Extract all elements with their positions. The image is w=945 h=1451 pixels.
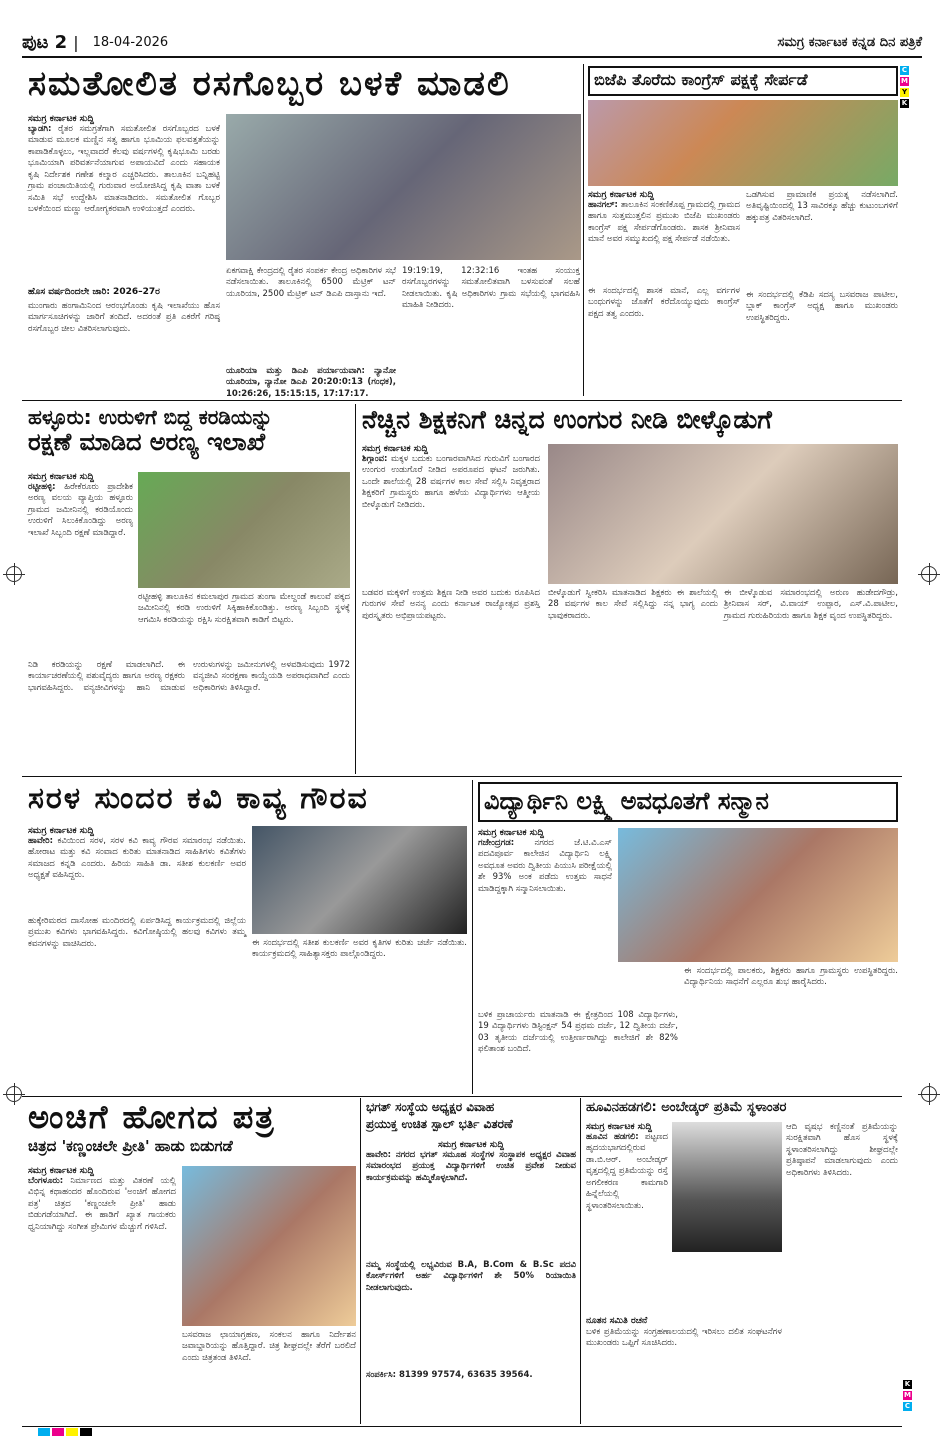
byline: ಸಮಗ್ರ ಕರ್ನಾಟಕ ಸುದ್ದಿ [478,828,544,838]
photo-student-honor [618,828,898,962]
byline: ಸಮಗ್ರ ಕರ್ನಾಟಕ ಸುದ್ದಿ [28,472,94,482]
headline-bear-rescue-line2: ರಕ್ಷಣೆ ಮಾಡಿದ ಅರಣ್ಯ ಇಲಾಖೆ [28,428,266,456]
article-teacher-farewell [362,406,902,435]
article-student-col1: ಸಮಗ್ರ ಕರ್ನಾಟಕ ಸುದ್ದಿ ಗಜೇಂದ್ರಗಡ: ನಗರದ ಜೆ.ಟಿ.ವಿ.ಎಸ್ ಪದವಿಪೂರ್ವ ಕಾಲೇಜಿನ ವಿದ್ಯಾರ್ಥಿನಿ ಲಕ್ಷ್ಮಿ ಅವಧೂತ ಅವರು ದ್ವಿತೀಯ ಪಿಯುಸಿ ಪರೀಕ್ಷೆಯಲ್ಲಿ ಶೇ 93% ಅಂಕ ಪಡೆದು ಉತ್ತಮ ಸಾಧನೆ ಮಾಡಿದ್ದಕ್ಕಾಗಿ ಸನ್ಮಾನಿಸಲಾಯಿತು. [478,828,612,894]
article-body: ಹಿರೇಕೆರೂರು ಪ್ರಾದೇಶಿಕ ಅರಣ್ಯ ವಲಯ ವ್ಯಾಪ್ತಿಯ ಹಳ್ಳೂರು ಗ್ರಾಮದ ಜಮೀನಿನಲ್ಲಿ ಕರಡಿಯೊಂದು ಉರುಳಿಗೆ ಸಿಲುಕಿಕೊಂಡಿದ್ದು ಅರಣ್ಯ ಇಲಾಖೆ ಸಿಬ್ಬಂದಿ ರಕ್ಷಣೆ ಮಾಡಿದ್ದಾರೆ. [28,482,134,538]
article-poetry-col1: ಸಮಗ್ರ ಕರ್ನಾಟಕ ಸುದ್ದಿ ಹಾವೇರಿ: ಕವಿಯಿಂದ ಸರಳ, ಸರಳ ಕವಿ ಕಾವ್ಯ ಗೌರವ ಸಮಾರಂಭ ನಡೆಯಿತು. ಹೋರಾಟ ಮತ್ತು ಕವಿ ಸಂವಾದ ಕುರಿತು ಮಾತನಾಡಿದ ಸಾಹಿತಿಗಳು ಕವಿತೆಗಳು ಸಮಾಜದ ಕನ್ನಡಿ ಎಂದರು. ಹಿರಿಯ ಸಾಹಿತಿ ಡಾ. ಸತೀಶ ಕುಲಕರ್ಣಿ ಅವರ ಅಧ್ಯಕ್ಷತೆ ವಹಿಸಿದ್ದರು. ಹುಕ್ಕೇರಿಮಠದ ದಾಸೋಹ ಮಂದಿರದಲ್ಲಿ ಏರ್ಪಡಿಸಿದ್ದ ಕಾರ್ಯಕ್ರಮದಲ್ಲಿ ಜಿಲ್ಲೆಯ ಪ್ರಮುಖ ಕವಿಗಳು ಭಾಗವಹಿಸಿದ್ದರು. ಕವಿಗೋಷ್ಠಿಯಲ್ಲಿ ಹಲವು ಕವಿಗಳು ತಮ್ಮ ಕವನಗಳನ್ನು ವಾಚಿಸಿದರು. [28,826,246,1092]
article-congress-headline-box [588,66,898,96]
article-body: ನಿರ್ಮಾಣದ ಮತ್ತು ವಿತರಣೆ ಯಲ್ಲಿ ವಿಭಿನ್ನ ಕಥಾಹಂದರ ಹೊಂದಿರುವ 'ಅಂಚಿಗೆ ಹೋಗದ ಪತ್ರ' ಚಿತ್ರದ 'ಕಣ್ಣಂಚಲೇ ಪ್ರೀತಿ' ಹಾಡು ಬಿಡುಗಡೆಯಾಗಿದೆ. ಈ ಹಾಡಿಗೆ ಖ್ಯಾತ ಗಾಯಕರು ಧ್ವನಿಯಾಗಿದ್ದು ಸಂಗೀತ ಪ್ರೇಮಿಗಳ ಮೆಚ್ಚುಗೆ ಗಳಿಸಿದೆ. [28,1176,177,1232]
registration-mark-left-2 [6,1086,22,1102]
article-body: ರೈತರ ಸಮಗ್ರತೆಗಾಗಿ ಸಮತೋಲಿತ ರಸಗೊಬ್ಬರದ ಬಳಕೆ ಮಾಡುವ ಮೂಲಕ ಮಣ್ಣಿನ ಸತ್ವ ಹಾಗೂ ಭೂಮಿಯ ಫಲವತ್ತತೆಯನ್ನು ಕಾಪಾಡಿಕೊಳ್ಳಲು, ಇಲ್ಲವಾದರೆ ಕೆಲವು ವರ್ಷಗಳಲ್ಲಿ ಕೃಷಿಭೂಮಿ ಬರಡು ಭೂಮಿಯಾಗಿ ಪರಿವರ್ತನೆಯಾಗುವ ಅಪಾಯವಿದೆ ಎಂದು ಸಹಾಯಕ ಕೃಷಿ ನಿರ್ದೇಶಕ ಗಣೇಶ ಕಲ್ಮಾರ ಎಚ್ಚರಿಸಿದರು. ತಾಲೂಕಿನ ಬನ್ನಿಹಟ್ಟಿ ಗ್ರಾಮ ಪಂಚಾಯಿತಿಯಲ್ಲಿ ಗುರುವಾರ ಅಯೋಜಿಸಿದ್ದ ಕೃಷಿ ವಾತಾ ಬಳಕೆ ಸಮಿತಿ ಸಭೆ ಉದ್ದೇಶಿಸಿ ಮಾತನಾಡಿದರು. ಸಮತೋಲಿತ ಗೊಬ್ಬರ ಬಳಕೆಯಿಂದ ಮಣ್ಣು ಆರೋಗ್ಯಕರವಾಗಿ ಉಳಿಯುತ್ತದೆ ಎಂದರು. [28,124,221,215]
article-body: ಬಳಿಕ ಪ್ರಾಚಾರ್ಯರು ಮಾತನಾಡಿ ಈ ಕ್ಷೇತ್ರದಿಂದ 108 ವಿದ್ಯಾರ್ಥಿಗಳು, 19 ವಿದ್ಯಾರ್ಥಿಗಳು ಡಿಸ್ಟಿಂಕ್ಷನ್ 54 ಪ್ರಥಮ ದರ್ಜೆ, 12 ದ್ವಿತೀಯ ದರ್ಜೆ, 03 ತೃತೀಯ ದರ್ಜೆಯಲ್ಲಿ ಉತ್ತೀರ್ಣರಾಗಿದ್ದು ಕಾಲೇಜಿಗೆ ಶೇ 82% ಫಲಿತಾಂಶ ಬಂದಿದೆ. [478,1010,678,1055]
article-body: ಒಡಗಿಸುವ ಪ್ರಾಮಾಣಿಕ ಪ್ರಯತ್ನ ನಡೆಸಲಾಗಿದೆ. ಅತಿವೃಷ್ಟಿಯಿಂದಲ್ಲಿ 13 ಸಾವಿರಕ್ಕೂ ಹೆಚ್ಚು ಕುಟುಂಬಗಳಿಗೆ ಹಕ್ಕುಪತ್ರ ವಿತರಿಸಲಾಗಿದೆ. [746,190,898,223]
registration-mark-right-2 [921,1086,937,1102]
headline-bhagat-line2: ಪ್ರಯುಕ್ತ ಉಚಿತ ಸ್ಪಾಲ್ ಭರ್ತಿ ವಿತರಣೆ [366,1117,513,1132]
headline-ambedkar: ಹೂವಿನಹಡಗಲಿ: ಅಂಬೇಡ್ಕರ್ ಪ್ರತಿಮೆ ಸ್ಥಳಾಂತರ [586,1100,787,1115]
article-body: ಕವಿಯಿಂದ ಸರಳ, ಸರಳ ಕವಿ ಕಾವ್ಯ ಗೌರವ ಸಮಾರಂಭ ನಡೆಯಿತು. ಹೋರಾಟ ಮತ್ತು ಕವಿ ಸಂವಾದ ಕುರಿತು ಮಾತನಾಡಿದ ಸಾಹಿತಿಗಳು ಕವಿತೆಗಳು ಸಮಾಜದ ಕನ್ನಡಿ ಎಂದರು. ಹಿರಿಯ ಸಾಹಿತಿ ಡಾ. ಸತೀಶ ಕುಲಕರ್ಣಿ ಅವರ ಅಧ್ಯಕ್ಷತೆ ವಹಿಸಿದ್ದರು. [28,836,246,881]
article-fertilizer-col1: ಸಮಗ್ರ ಕರ್ನಾಟಕ ಸುದ್ದಿ ಬ್ಯಾಡಗಿ: ರೈತರ ಸಮಗ್ರತೆಗಾಗಿ ಸಮತೋಲಿತ ರಸಗೊಬ್ಬರದ ಬಳಕೆ ಮಾಡುವ ಮೂಲಕ ಮಣ್ಣಿನ ಸತ್ವ ಹಾಗೂ ಭೂಮಿಯ ಫಲವತ್ತತೆಯನ್ನು ಕಾಪಾಡಿಕೊಳ್ಳಲು, ಇಲ್ಲವಾದರೆ ಕೆಲವು ವರ್ಷಗಳಲ್ಲಿ ಕೃಷಿಭೂಮಿ ಬರಡು ಭೂಮಿಯಾಗಿ ಪರಿವರ್ತನೆಯಾಗುವ ಅಪಾಯವಿದೆ ಎಂದು ಸಹಾಯಕ ಕೃಷಿ ನಿರ್ದೇಶಕ ಗಣೇಶ ಕಲ್ಮಾರ ಎಚ್ಚರಿಸಿದರು. ತಾಲೂಕಿನ ಬನ್ನಿಹಟ್ಟಿ ಗ್ರಾಮ ಪಂಚಾಯಿತಿಯಲ್ಲಿ ಗುರುವಾರ ಅಯೋಜಿಸಿದ್ದ ಕೃಷಿ ವಾತಾ ಬಳಕೆ ಸಮಿತಿ ಸಭೆ ಉದ್ದೇಶಿಸಿ ಮಾತನಾಡಿದರು. ಸಮತೋಲಿತ ಗೊಬ್ಬರ ಬಳಕೆಯಿಂದ ಮಣ್ಣು ಆರೋಗ್ಯಕರವಾಗಿ ಉಳಿಯುತ್ತದೆ ಎಂದರು. ಹೊಸ ವರ್ಷದಿಂದಲೇ ಜಾರಿ: 2026–27ರ ಮುಂಗಾರು ಹಂಗಾಮಿನಿಂದ ಆರಂಭಗೊಂಡು ಕೃಷಿ ಇಲಾಖೆಯು ಹೊಸ ಮಾರ್ಗಸೂಚಿಗಳನ್ನು ಜಾರಿಗೆ ತಂದಿದೆ. ಅದರಂತೆ ಪ್ರತಿ ಎಕರೆಗೆ ಗರಿಷ್ಠ ರಸಗೊಬ್ಬರ ಚೀಲ ವಿತರಿಸಲಾಗುವುದು. [28,114,220,392]
headline-fertilizer: ಸಮತೋಲಿತ ರಸಗೊಬ್ಬರ ಬಳಕೆ ಮಾಡಲಿ [28,64,511,104]
article-body: ಬಳಿಕ ಪ್ರತಿಮೆಯನ್ನು ಸಂಗ್ರಹಣಾಲಯದಲ್ಲಿ ಇರಿಸಲು ದಲಿತ ಸಂಘಟನೆಗಳ ಮುಖಂಡರು ಒಪ್ಪಿಗೆ ಸೂಚಿಸಿದರು. [586,1326,782,1349]
article-body: ಹುಕ್ಕೇರಿಮಠದ ದಾಸೋಹ ಮಂದಿರದಲ್ಲಿ ಏರ್ಪಡಿಸಿದ್ದ ಕಾರ್ಯಕ್ರಮದಲ್ಲಿ ಜಿಲ್ಲೆಯ ಪ್ರಮುಖ ಕವಿಗಳು ಭಾಗವಹಿಸಿದ್ದರು. ಕವಿಗೋಷ್ಠಿಯಲ್ಲಿ ಹಲವು ಕವಿಗಳು ತಮ್ಮ ಕವನಗಳನ್ನು ವಾಚಿಸಿದರು. [28,916,246,949]
article-body: ಈ ಸಂದರ್ಭದಲ್ಲಿ ಶಾಸಕ ಮಾನೆ, ಎಲ್ಲ ವರ್ಗಗಳ ಬಂಧುಗಳನ್ನು ಜೊತೆಗೆ ಕರೆದೊಯ್ಯುವುದು ಕಾಂಗ್ರೆಸ್ ಪಕ್ಷದ ತತ್ವ ಎಂದರು. [588,286,740,319]
article-body: ತಾಲೂಕಿನ ಸಂಕಣಿಕೊಪ್ಪ ಗ್ರಾಮದಲ್ಲಿ ಗ್ರಾಮದ ಹಾಗೂ ಸುತ್ತಮುತ್ತಲಿನ ಪ್ರಮುಖ ಬಿಜೆಪಿ ಮುಖಂಡರು ಕಾಂಗ್ರೆಸ್ ಪಕ್ಷ ಸೇರ್ಪಡೆಗೊಂಡರು. ಶಾಸಕ ಶ್ರೀನಿವಾಸ ಮಾನೆ ಅವರ ಸಮ್ಮುಖದಲ್ಲಿ ಪಕ್ಷ ಸೇರ್ಪಡೆ ನಡೆಯಿತು. [588,200,740,245]
photo-bear-rescue [138,472,350,588]
article-teacher-col2 [362,588,540,772]
cmyk-marker-top: C M Y K [901,66,908,107]
article-body: ಮಕ್ಕಳ ಬದುಕು ಬಂಗಾರವಾಗಿಸಿದ ಗುರುವಿಗೆ ಬಂಗಾರದ ಉಂಗುರ ಉಡುಗೊರೆ ನೀಡಿದ ಅಪರೂಪದ ಘಟನೆ ಜರುಗಿತು. ಒಂದೇ ಶಾಲೆಯಲ್ಲಿ 28 ವರ್ಷಗಳ ಕಾಲ ಸೇವೆ ಸಲ್ಲಿಸಿ ನಿವೃತ್ತರಾದ ಶಿಕ್ಷಕರಿಗೆ ಗ್ರಾಮಸ್ಥರು ಹಾಗೂ ಹಳೆಯ ವಿದ್ಯಾರ್ಥಿಗಳು ಆತ್ಮೀಯ ಬೀಳ್ಕೊಡುಗೆ ನೀಡಿದರು. [362,454,541,510]
article-film-col1: ಸಮಗ್ರ ಕರ್ನಾಟಕ ಸುದ್ದಿ ಬೆಂಗಳೂರು: ನಿರ್ಮಾಣದ ಮತ್ತು ವಿತರಣೆ ಯಲ್ಲಿ ವಿಭಿನ್ನ ಕಥಾಹಂದರ ಹೊಂದಿರುವ 'ಅಂಚಿಗೆ ಹೋಗದ ಪತ್ರ' ಚಿತ್ರದ 'ಕಣ್ಣಂಚಲೇ ಪ್ರೀತಿ' ಹಾಡು ಬಿಡುಗಡೆಯಾಗಿದೆ. ಈ ಹಾಡಿಗೆ ಖ್ಯಾತ ಗಾಯಕರು ಧ್ವನಿಯಾಗಿದ್ದು ಸಂಗೀತ ಪ್ರೇಮಿಗಳ ಮೆಚ್ಚುಗೆ ಗಳಿಸಿದೆ. [28,1166,177,1232]
byline: ಸಮಗ್ರ ಕರ್ನಾಟಕ ಸುದ್ದಿ [28,1166,94,1176]
photo-meeting [226,114,581,260]
subheading: ಹೊಸ ವರ್ಷದಿಂದಲೇ ಜಾರಿ: 2026–27ರ [28,287,160,297]
article-ambedkar [586,1100,898,1116]
article-film-song [28,1100,358,1155]
article-fertilizer-col2 [226,266,396,399]
article-bear-col1: ಸಮಗ್ರ ಕರ್ನಾಟಕ ಸುದ್ದಿ ರಟ್ಟೀಹಳ್ಳಿ: ಹಿರೇಕೆರೂರು ಪ್ರಾದೇಶಿಕ ಅರಣ್ಯ ವಲಯ ವ್ಯಾಪ್ತಿಯ ಹಳ್ಳೂರು ಗ್ರಾಮದ ಜಮೀನಿನಲ್ಲಿ ಕರಡಿಯೊಂದು ಉರುಳಿಗೆ ಸಿಲುಕಿಕೊಂಡಿದ್ದು ಅರಣ್ಯ ಇಲಾಖೆ ಸಿಬ್ಬಂದಿ ರಕ್ಷಣೆ ಮಾಡಿದ್ದಾರೆ. [28,472,134,538]
page-header: ಪುಟ 2 | 18-04-2026 ಸಮಗ್ರ ಕರ್ನಾಟಕ ಕನ್ನಡ ದಿನ ಪತ್ರಿಕೆ [22,28,922,58]
subheading: ನೂತನ ಸಮಿತಿ ರಚನೆ [586,1316,648,1326]
page-date: 18-04-2026 [92,34,169,50]
headline-bear-rescue-line1: ಹಳ್ಳೂರು: ಉರುಳಿಗೆ ಬಿದ್ದ ಕರಡಿಯನ್ನು [28,405,273,429]
article-bear-col3 [28,660,350,770]
article-bear-col2 [138,592,350,656]
byline: ಸಮಗ್ರ ಕರ್ನಾಟಕ ಸುದ್ದಿ [362,444,428,454]
contact-numbers: ಸಂಪರ್ಕಿಸಿ: 81399 97574, 63635 39564. [366,1370,533,1380]
article-student-headline-box [478,782,898,822]
article-body: ಈ ಸಂದರ್ಭದಲ್ಲಿ ಕೆಡಿಪಿ ಸದಸ್ಯ ಬಸವರಾಜ ಪಾಟೀಲ, ಬ್ಲಾಕ್ ಕಾಂಗ್ರೆಸ್ ಅಧ್ಯಕ್ಷ ಹಾಗೂ ಮುಖಂಡರು ಉಪಸ್ಥಿತರಿದ್ದರು. [746,290,898,323]
registration-mark-right [921,566,937,582]
photo-congress-joining [588,100,898,186]
article-body: 19:19:19, 12:32:16 ಇಂತಹ ಸಂಯುಕ್ತ ರಸಗೊಬ್ಬರಗಳನ್ನು ಸಮತೋಲಿತವಾಗಿ ಬಳಸುವಂತೆ ಸಲಹೆ ನೀಡಲಾಯಿತು. ಕೃಷಿ ಅಧಿಕಾರಿಗಳು ಗ್ರಾಮ ಸಭೆಯಲ್ಲಿ ಭಾಗವಹಿಸಿ ಮಾಹಿತಿ ನೀಡಿದರು. [402,266,580,311]
article-body: ಈ ಬೀಳ್ಕೊಡುವ ಸಮಾರಂಭದಲ್ಲಿ ಅರುಣ ಹುಡೇದಗೌಡ್ರು, ಶ್ರೀನಿವಾಸ ಸರ್, ವಿ.ವಾಯ್ ಉಪ್ಪಾರ, ಎಸ್.ವಿ.ಪಾಟೀಲ, ಗ್ರಾಮದ ಗುರುಹಿರಿಯರು ಹಾಗೂ ಶಿಕ್ಷಕ ವೃಂದ ಉಪಸ್ಥಿತರಿದ್ದರು. [724,588,898,621]
photo-film-poster [182,1166,356,1326]
photo-teacher-farewell [548,444,898,584]
headline-teacher-farewell: ನೆಚ್ಚಿನ ಶಿಕ್ಷಕನಿಗೆ ಚಿನ್ನದ ಉಂಗುರ ನೀಡಿ ಬೀಳ್ಕೊಡುಗೆ [362,405,772,434]
article-body: ಬಸವರಾಜ ಛಾಯಾಗ್ರಹಣ, ಸಂಕಲನ ಹಾಗೂ ನಿರ್ದೇಶನ ಜವಾಬ್ದಾರಿಯನ್ನು ಹೊತ್ತಿದ್ದಾರೆ. ಚಿತ್ರ ಶೀಘ್ರದಲ್ಲೇ ತೆರೆಗೆ ಬರಲಿದೆ ಎಂದು ಚಿತ್ರತಂಡ ತಿಳಿಸಿದೆ. [182,1330,356,1363]
article-body: ಏಕಗವಾಕ್ಷಿ ಕೇಂದ್ರದಲ್ಲಿ ರೈತರ ಸಂಪರ್ಕ ಕೇಂದ್ರ ಅಧಿಕಾರಿಗಳ ಸಭೆ ನಡೆಸಲಾಯಿತು. ತಾಲೂಕಿನಲ್ಲಿ 6500 ಮೆಟ್ರಿಕ್ ಟನ್ ಯೂರಿಯಾ, 2500 ಮೆಟ್ರಿಕ್ ಟನ್ ಡಿಎಪಿ ದಾಸ್ತಾನು ಇದೆ. [226,266,396,299]
article-body: ನಗರದ ಭಗತ್ ಸಮೂಹ ಸಂಸ್ಥೆಗಳ ಸಂಸ್ಥಾಪಕ ಅಧ್ಯಕ್ಷರ ವಿವಾಹ ಸಮಾರಂಭದ ಪ್ರಯುಕ್ತ ವಿದ್ಯಾರ್ಥಿಗಳಿಗೆ ಉಚಿತ ಪ್ರವೇಶ ನೀಡುವ ಕಾರ್ಯಕ್ರಮವನ್ನು ಹಮ್ಮಿಕೊಳ್ಳಲಾಗಿದೆ. [366,1150,576,1183]
article-film-col2 [182,1330,356,1422]
article-body: ನಗರದ ಜೆ.ಟಿ.ವಿ.ಎಸ್ ಪದವಿಪೂರ್ವ ಕಾಲೇಜಿನ ವಿದ್ಯಾರ್ಥಿನಿ ಲಕ್ಷ್ಮಿ ಅವಧೂತ ಅವರು ದ್ವಿತೀಯ ಪಿಯುಸಿ ಪರೀಕ್ಷೆಯಲ್ಲಿ ಶೇ 93% ಅಂಕ ಪಡೆದು ಉತ್ತಮ ಸಾಧನೆ ಮಾಡಿದ್ದಕ್ಕಾಗಿ ಸನ್ಮಾನಿಸಲಾಯಿತು. [478,838,612,894]
page-label: ಪುಟ 2 [22,31,68,53]
article-body: ಬಡವರ ಮಕ್ಕಳಿಗೆ ಉತ್ತಮ ಶಿಕ್ಷಣ ನೀಡಿ ಅವರ ಬದುಕು ರೂಪಿಸಿದ ಗುರುಗಳ ಸೇವೆ ಅನನ್ಯ ಎಂದು ಕರ್ನಾಟಕ ರಾಜ್ಯೋತ್ಸವ ಪ್ರಶಸ್ತಿ ಪುರಸ್ಕೃತರು ಅಭಿಪ್ರಾಯಪಟ್ಟರು. [362,588,540,621]
article-body: ಈ ಸಂದರ್ಭದಲ್ಲಿ ಸತೀಶ ಕುಲಕರ್ಣಿ ಅವರ ಕೃತಿಗಳ ಕುರಿತು ಚರ್ಚೆ ನಡೆಯಿತು. ಕಾರ್ಯಕ್ರಮದಲ್ಲಿ ಸಾಹಿತ್ಯಾಸಕ್ತರು ಪಾಲ್ಗೊಂಡಿದ್ದರು. [252,938,467,960]
headline-student-honor: ವಿದ್ಯಾರ್ಥಿನಿ ಲಕ್ಷ್ಮಿ ಅವಧೂತಗೆ ಸನ್ಮಾನ [484,787,769,815]
article-ambedkar-col2 [586,1316,782,1422]
byline: ಸಮಗ್ರ ಕರ್ನಾಟಕ ಸುದ್ದಿ [28,114,94,124]
byline: ಸಮಗ್ರ ಕರ್ನಾಟಕ ಸುದ್ದಿ [438,1140,504,1150]
article-body: ಪಟ್ಟಣದ ಹೃದಯಭಾಗದಲ್ಲಿರುವ ಡಾ.ಬಿ.ಆರ್. ಅಂಬೇಡ್ಕರ್ ವೃತ್ತದಲ್ಲಿದ್ದ ಪ್ರತಿಮೆಯನ್ನು ರಸ್ತೆ ಅಗಲೀಕರಣ ಕಾಮಗಾರಿ ಹಿನ್ನೆಲೆಯಲ್ಲಿ ಸ್ಥಳಾಂತರಿಸಲಾಯಿತು. [586,1132,669,1211]
byline: ಸಮಗ್ರ ಕರ್ನಾಟಕ ಸುದ್ದಿ [28,826,94,836]
article-student-col2 [478,1010,678,1094]
article-poetry [28,782,468,815]
photo-poetry-event [252,826,467,934]
byline: ಸಮಗ್ರ ಕರ್ನಾಟಕ ಸುದ್ದಿ [588,190,654,200]
photo-ambedkar [672,1122,782,1252]
article-body: ಬೀಳ್ಕೊಡುಗೆ ಸ್ವೀಕರಿಸಿ ಮಾತನಾಡಿದ ಶಿಕ್ಷಕರು ಈ ಶಾಲೆಯಲ್ಲಿ 28 ವರ್ಷಗಳ ಕಾಲ ಸೇವೆ ಸಲ್ಲಿಸಿದ್ದು ನನ್ನ ಭಾಗ್ಯ ಎಂದು ಭಾವುಕರಾದರು. [548,588,718,621]
article-fertilizer [28,66,578,103]
article-student-col3 [684,966,898,1094]
article-teacher-col3 [548,588,718,772]
article-fertilizer-col3 [402,266,580,392]
article-body: ನಿಡಿ ಕರಡಿಯನ್ನು ರಕ್ಷಣೆ ಮಾಡಲಾಗಿದೆ. ಈ ಕಾರ್ಯಾಚರಣೆಯಲ್ಲಿ ಪಶುವೈದ್ಯರು ಹಾಗೂ ಅರಣ್ಯ ರಕ್ಷಕರು ಭಾಗವಹಿಸಿದ್ದರು. ವನ್ಯಜೀವಿಗಳನ್ನು ಹಾನಿ ಮಾಡುವ ಉರುಳುಗಳನ್ನು ಜಮೀನುಗಳಲ್ಲಿ ಅಳವಡಿಸುವುದು 1972 ವನ್ಯಜೀವಿ ಸಂರಕ್ಷಣಾ ಕಾಯ್ದೆಯಡಿ ಅಪರಾಧವಾಗಿದೆ ಎಂದು ಅಧಿಕಾರಿಗಳು ತಿಳಿಸಿದ್ದಾರೆ. [28,660,350,693]
registration-mark-left [6,566,22,582]
byline: ಸಮಗ್ರ ಕರ್ನಾಟಕ ಸುದ್ದಿ [586,1122,652,1132]
article-body: ನಮ್ಮ ಸಂಸ್ಥೆಯಲ್ಲಿ ಲಭ್ಯವಿರುವ B.A, B.Com & B.Sc ಪದವಿ ಕೋರ್ಸ್‌ಗಳಿಗೆ ಅರ್ಹ ವಿದ್ಯಾರ್ಥಿಗಳಿಗೆ ಶೇ 50% ರಿಯಾಯಿತಿ ನೀಡಲಾಗುವುದು. [366,1260,576,1293]
article-bhagat-body: ಸಮಗ್ರ ಕರ್ನಾಟಕ ಸುದ್ದಿ ಹಾವೇರಿ: ನಗರದ ಭಗತ್ ಸಮೂಹ ಸಂಸ್ಥೆಗಳ ಸಂಸ್ಥಾಪಕ ಅಧ್ಯಕ್ಷರ ವಿವಾಹ ಸಮಾರಂಭದ ಪ್ರಯುಕ್ತ ವಿದ್ಯಾರ್ಥಿಗಳಿಗೆ ಉಚಿತ ಪ್ರವೇಶ ನೀಡುವ ಕಾರ್ಯಕ್ರಮವನ್ನು ಹಮ್ಮಿಕೊಳ್ಳಲಾಗಿದೆ. ನಮ್ಮ ಸಂಸ್ಥೆಯಲ್ಲಿ ಲಭ್ಯವಿರುವ B.A, B.Com & B.Sc ಪದವಿ ಕೋರ್ಸ್‌ಗಳಿಗೆ ಅರ್ಹ ವಿದ್ಯಾರ್ಥಿಗಳಿಗೆ ಶೇ 50% ರಿಯಾಯಿತಿ ನೀಡಲಾಗುವುದು. ಸಂಪರ್ಕಿಸಿ: 81399 97574, 63635 39564. [366,1140,576,1424]
cmyk-marker-bottom: K M C [904,1380,911,1410]
article-body: ಮುಂಗಾರು ಹಂಗಾಮಿನಿಂದ ಆರಂಭಗೊಂಡು ಕೃಷಿ ಇಲಾಖೆಯು ಹೊಸ ಮಾರ್ಗಸೂಚಿಗಳನ್ನು ಜಾರಿಗೆ ತಂದಿದೆ. ಅದರಂತೆ ಪ್ರತಿ ಎಕರೆಗೆ ಗರಿಷ್ಠ ರಸಗೊಬ್ಬರ ಚೀಲ ವಿತರಿಸಲಾಗುವುದು. [28,300,220,334]
paper-name: ಸಮಗ್ರ ಕರ್ನಾಟಕ ಕನ್ನಡ ದಿನ ಪತ್ರಿಕೆ [777,34,922,50]
cmyk-marker-footer [38,1428,92,1436]
article-ambedkar-col1: ಸಮಗ್ರ ಕರ್ನಾಟಕ ಸುದ್ದಿ ಹೂವಿನ ಹಡಗಲಿ: ಪಟ್ಟಣದ ಹೃದಯಭಾಗದಲ್ಲಿರುವ ಡಾ.ಬಿ.ಆರ್. ಅಂಬೇಡ್ಕರ್ ವೃತ್ತದಲ್ಲಿದ್ದ ಪ್ರತಿಮೆಯನ್ನು ರಸ್ತೆ ಅಗಲೀಕರಣ ಕಾಮಗಾರಿ ಹಿನ್ನೆಲೆಯಲ್ಲಿ ಸ್ಥಳಾಂತರಿಸಲಾಯಿತು. [586,1122,669,1211]
article-congress-col1: ಸಮಗ್ರ ಕರ್ನಾಟಕ ಸುದ್ದಿ ಹಾನಗಲ್: ತಾಲೂಕಿನ ಸಂಕಣಿಕೊಪ್ಪ ಗ್ರಾಮದಲ್ಲಿ ಗ್ರಾಮದ ಹಾಗೂ ಸುತ್ತಮುತ್ತಲಿನ ಪ್ರಮುಖ ಬಿಜೆಪಿ ಮುಖಂಡರು ಕಾಂಗ್ರೆಸ್ ಪಕ್ಷ ಸೇರ್ಪಡೆಗೊಂಡರು. ಶಾಸಕ ಶ್ರೀನಿವಾಸ ಮಾನೆ ಅವರ ಸಮ್ಮುಖದಲ್ಲಿ ಪಕ್ಷ ಸೇರ್ಪಡೆ ನಡೆಯಿತು. ಈ ಸಂದರ್ಭದಲ್ಲಿ ಶಾಸಕ ಮಾನೆ, ಎಲ್ಲ ವರ್ಗಗಳ ಬಂಧುಗಳನ್ನು ಜೊತೆಗೆ ಕರೆದೊಯ್ಯುವುದು ಕಾಂಗ್ರೆಸ್ ಪಕ್ಷದ ತತ್ವ ಎಂದರು. [588,190,740,394]
headline-poetry: ಸರಳ ಸುಂದರ ಕವಿ ಕಾವ್ಯ ಗೌರವ [28,781,369,816]
article-ambedkar-col3 [786,1122,898,1422]
headline-congress: ಬಿಜೆಪಿ ತೊರೆದು ಕಾಂಗ್ರೆಸ್ ಪಕ್ಷಕ್ಕೆ ಸೇರ್ಪಡೆ [594,70,808,89]
headline-film: ಅಂಚಿಗೆ ಹೋಗದ ಪತ್ರ [28,1098,276,1136]
subheadline-film-song: ಚಿತ್ರದ 'ಕಣ್ಣಂಚಲೇ ಪ್ರೀತಿ' ಹಾಡು ಬಿಡುಗಡೆ [28,1137,233,1156]
article-congress-col2 [746,190,898,394]
article-teacher-col4 [724,588,898,772]
article-body: ಈ ಸಂದರ್ಭದಲ್ಲಿ ಪಾಲಕರು, ಶಿಕ್ಷಕರು ಹಾಗೂ ಗ್ರಾಮಸ್ಥರು ಉಪಸ್ಥಿತರಿದ್ದರು. ವಿದ್ಯಾರ್ಥಿನಿಯ ಸಾಧನೆಗೆ ಎಲ್ಲರೂ ಶುಭ ಹಾರೈಸಿದರು. [684,966,898,988]
headline-bhagat-line1: ಭಗತ್ ಸಂಸ್ಥೆಯ ಅಧ್ಯಕ್ಷರ ವಿವಾಹ [366,1100,495,1114]
fertilizer-note: ಯೂರಿಯಾ ಮತ್ತು ಡಿಎಪಿ ಪರ್ಯಾಯವಾಗಿ: ನ್ಯಾನೋ ಯೂರಿಯಾ, ನ್ಯಾನೋ ಡಿಎಪಿ 20:20:0:13 (ಗಂಧಕ), 10:26:26, 15:15:15, 17:17:17. [226,366,396,399]
article-teacher-col1: ಸಮಗ್ರ ಕರ್ನಾಟಕ ಸುದ್ದಿ ಶಿಗ್ಗಾಂವ: ಮಕ್ಕಳ ಬದುಕು ಬಂಗಾರವಾಗಿಸಿದ ಗುರುವಿಗೆ ಬಂಗಾರದ ಉಂಗುರ ಉಡುಗೊರೆ ನೀಡಿದ ಅಪರೂಪದ ಘಟನೆ ಜರುಗಿತು. ಒಂದೇ ಶಾಲೆಯಲ್ಲಿ 28 ವರ್ಷಗಳ ಕಾಲ ಸೇವೆ ಸಲ್ಲಿಸಿ ನಿವೃತ್ತರಾದ ಶಿಕ್ಷಕರಿಗೆ ಗ್ರಾಮಸ್ಥರು ಹಾಗೂ ಹಳೆಯ ವಿದ್ಯಾರ್ಥಿಗಳು ಆತ್ಮೀಯ ಬೀಳ್ಕೊಡುಗೆ ನೀಡಿದರು. [362,444,541,510]
article-poetry-col2 [252,938,467,1092]
article-body: ರಟ್ಟೀಹಳ್ಳಿ ತಾಲೂಕಿನ ಕಮಲಾಪುರ ಗ್ರಾಮದ ತುಂಗಾ ಮೇಲ್ದಂಡೆ ಕಾಲುವೆ ಪಕ್ಕದ ಜಮೀನಿನಲ್ಲಿ ಕರಡಿ ಉರುಳಿಗೆ ಸಿಕ್ಕಿಹಾಕಿಕೊಂಡಿತ್ತು. ಅರಣ್ಯ ಸಿಬ್ಬಂದಿ ಸ್ಥಳಕ್ಕೆ ಆಗಮಿಸಿ ಕರಡಿಯನ್ನು ರಕ್ಷಿಸಿ ಸುರಕ್ಷಿತವಾಗಿ ಕಾಡಿಗೆ ಬಿಟ್ಟರು. [138,592,350,625]
article-bhagat [366,1100,576,1132]
article-body: ಆದಿ ವೃಷಭ ಕಣ್ಣಿನಂತೆ ಪ್ರತಿಮೆಯನ್ನು ಸುರಕ್ಷಿತವಾಗಿ ಹೊಸ ಸ್ಥಳಕ್ಕೆ ಸ್ಥಳಾಂತರಿಸಲಾಗಿದ್ದು ಶೀಘ್ರದಲ್ಲೇ ಪ್ರತಿಷ್ಠಾಪನೆ ಮಾಡಲಾಗುವುದು ಎಂದು ಅಧಿಕಾರಿಗಳು ತಿಳಿಸಿದರು. [786,1122,898,1178]
article-bear-rescue [28,406,358,457]
